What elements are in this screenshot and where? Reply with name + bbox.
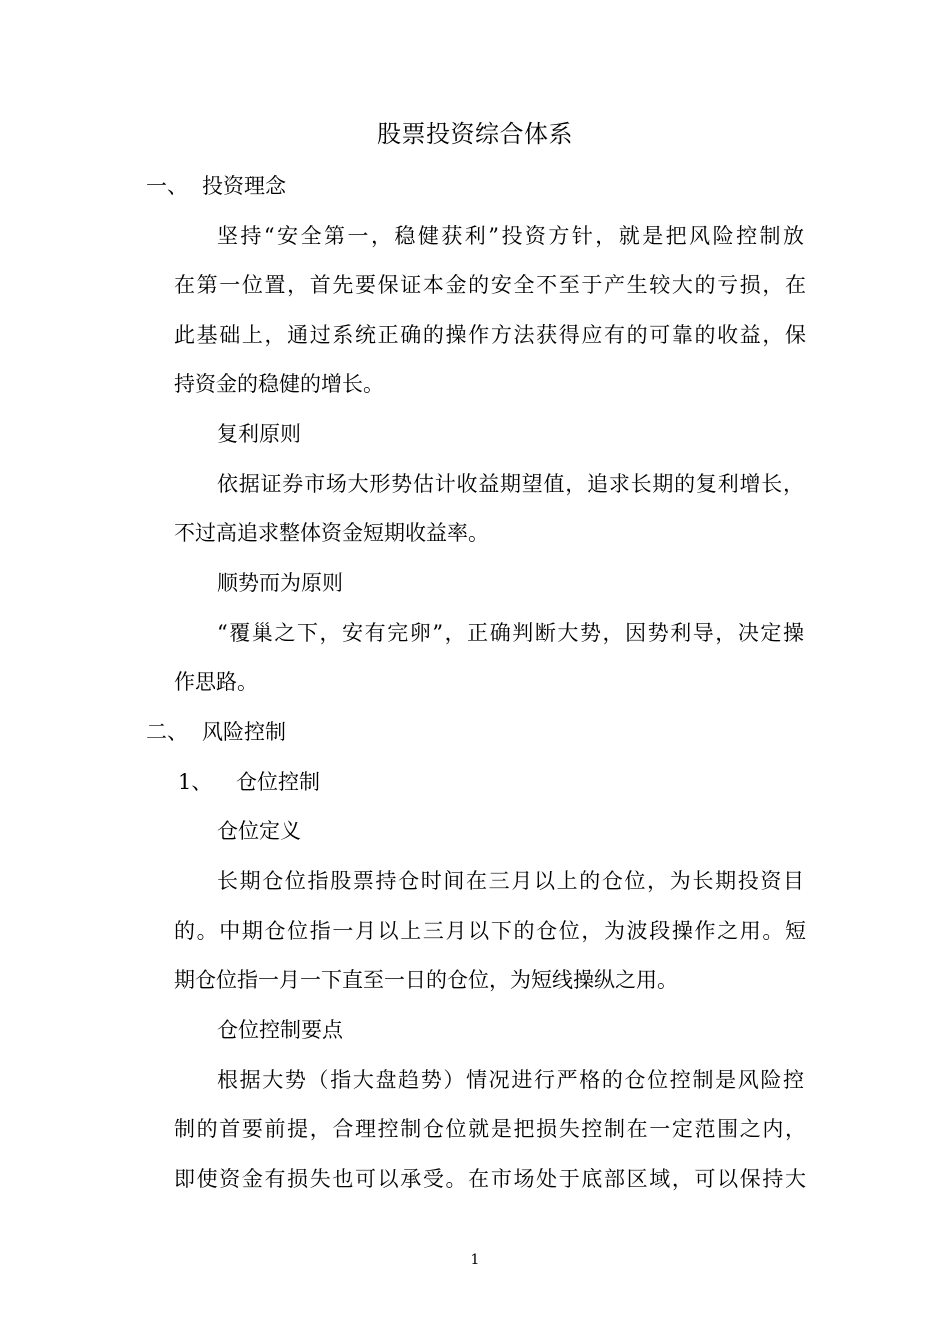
- paragraph-line: 制的首要前提，合理控制仓位就是把损失控制在一定范围之内，: [174, 1117, 806, 1141]
- paragraph-line: 根据大势（指大盘趋势）情况进行严格的仓位控制是风险控: [217, 1068, 804, 1092]
- paragraph-line: 即使资金有损失也可以承受。在市场处于底部区域，可以保持大: [174, 1167, 806, 1191]
- section-heading-2: [146, 717, 286, 747]
- section-number: 二、: [146, 720, 188, 744]
- item-title: 仓位控制: [236, 770, 320, 794]
- paragraph-line: “覆巢之下，安有完卵”，正确判断大势，因势利导，决定操: [217, 621, 804, 645]
- numbered-heading: [178, 767, 320, 797]
- paragraph-line: 长期仓位指股票持仓时间在三月以上的仓位，为长期投资目: [217, 869, 804, 893]
- paragraph-line: 持资金的稳健的增长。: [174, 372, 384, 396]
- subsection-heading: 复利原则: [217, 422, 301, 446]
- document-title: 股票投资综合体系: [377, 120, 573, 148]
- section-heading-1: [146, 171, 286, 201]
- section-title: 风险控制: [202, 720, 286, 744]
- paragraph-line: 坚持“安全第一，稳健获利”投资方针，就是把风险控制放: [217, 224, 804, 248]
- subsection-heading: 仓位定义: [217, 819, 301, 843]
- section-number: 一、: [146, 174, 188, 198]
- subsection-heading: 顺势而为原则: [217, 571, 343, 595]
- paragraph-line: 在第一位置，首先要保证本金的安全不至于产生较大的亏损，在: [174, 273, 806, 297]
- paragraph-line: 作思路。: [174, 670, 258, 694]
- subsection-heading: 仓位控制要点: [217, 1018, 343, 1042]
- paragraph-line: 此基础上，通过系统正确的操作方法获得应有的可靠的收益，保: [174, 323, 806, 347]
- paragraph-line: 不过高追求整体资金短期收益率。: [174, 521, 489, 545]
- paragraph-line: 的。中期仓位指一月以上三月以下的仓位，为波段操作之用。短: [174, 919, 806, 943]
- paragraph-line: 依据证券市场大形势估计收益期望值，追求长期的复利增长，: [217, 472, 804, 496]
- section-title: 投资理念: [202, 174, 286, 198]
- paragraph-line: 期仓位指一月一下直至一日的仓位，为短线操纵之用。: [174, 968, 678, 992]
- page-number: 1: [470, 1252, 480, 1268]
- item-number: 1、: [178, 770, 213, 794]
